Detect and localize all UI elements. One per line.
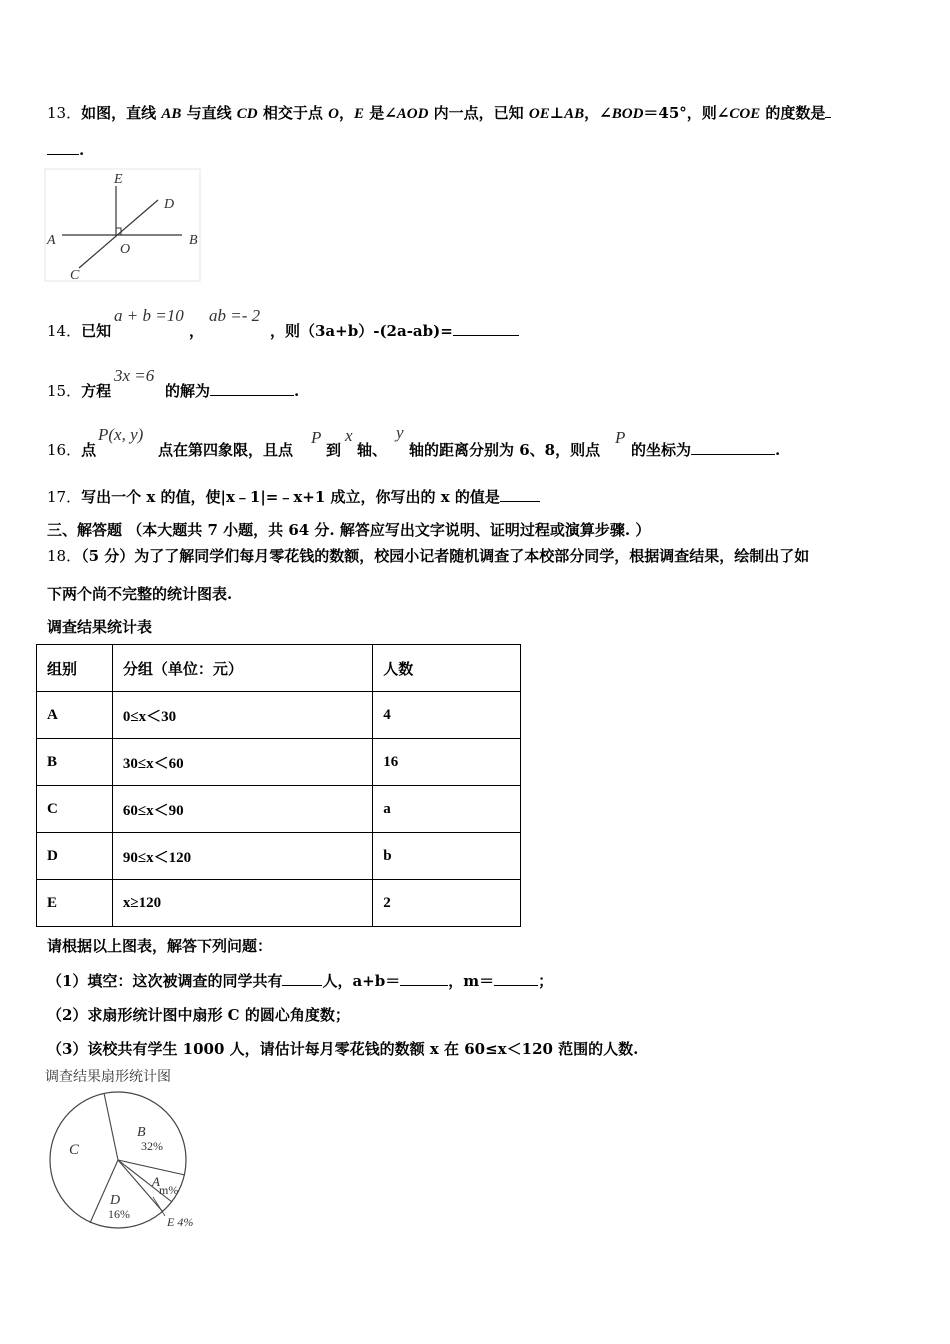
section-heading: 三、解答题 （本大题共 7 小题，共 64 分. 解答应写出文字说明、证明过程或演算步骤. ） bbox=[47, 521, 651, 539]
table-cell: 0≤x＜30 bbox=[112, 692, 372, 739]
survey-stats-table bbox=[36, 644, 521, 927]
table-cell: A bbox=[37, 692, 113, 739]
question-14-tail: ，则（3a+b）-(2a-ab)= bbox=[270, 320, 519, 341]
question-number: 13． bbox=[47, 104, 82, 122]
answer-blank bbox=[47, 140, 79, 155]
slice-border-c-b bbox=[104, 1093, 118, 1160]
formula-p: P bbox=[311, 428, 322, 447]
table-cell: 60≤x＜90 bbox=[112, 786, 372, 833]
chart-title: 调查结果扇形统计图 bbox=[45, 1069, 171, 1085]
comma: ， bbox=[189, 322, 205, 340]
table-cell: 90≤x＜120 bbox=[112, 833, 372, 880]
table-cell: b bbox=[373, 833, 521, 880]
sub-question-2: （2）求扇形统计图中扇形 C 的圆心角度数； bbox=[47, 1006, 350, 1024]
table-cell: B bbox=[37, 739, 113, 786]
table-cell: 16 bbox=[373, 739, 521, 786]
answer-blank bbox=[691, 440, 775, 455]
question-number: 17． bbox=[47, 488, 82, 506]
question-15-tail: 的解为 . bbox=[165, 382, 300, 400]
slice-label-a: A bbox=[152, 1174, 160, 1189]
slice-value-b: 32% bbox=[141, 1139, 163, 1153]
answer-blank bbox=[500, 487, 540, 502]
answer-blank bbox=[494, 971, 538, 986]
slice-label-b: B bbox=[137, 1125, 146, 1140]
answer-blank bbox=[210, 381, 294, 396]
table-caption: 调查结果统计表 bbox=[47, 618, 153, 636]
table-cell: 30≤x＜60 bbox=[112, 739, 372, 786]
answer-blank bbox=[282, 971, 322, 986]
sub-question-1: （1）填空：这次被调查的同学共有 人，a+b＝ ，m＝ ； bbox=[47, 972, 554, 990]
question-16: 16．点 bbox=[47, 441, 97, 459]
formula-x: x bbox=[345, 426, 353, 445]
answer-blank bbox=[825, 103, 831, 118]
table-row bbox=[37, 692, 521, 739]
question-18-cont: 下两个尚不完整的统计图表. bbox=[47, 585, 233, 603]
leader-line-e bbox=[153, 1197, 165, 1216]
header-cell: 组别 bbox=[37, 645, 113, 692]
question-15: 15．方程 bbox=[47, 382, 112, 400]
formula-y: y bbox=[396, 423, 404, 442]
slice-label-c: C bbox=[69, 1142, 80, 1158]
slice-value-a: m% bbox=[159, 1183, 179, 1197]
answer-blank bbox=[453, 321, 519, 336]
answer-blank bbox=[400, 971, 448, 986]
slice-value-d: 16% bbox=[108, 1207, 130, 1221]
question-number: 14． bbox=[47, 322, 82, 340]
label-a: A bbox=[47, 233, 56, 248]
header-cell: 人数 bbox=[373, 645, 521, 692]
sub-question-3: （3）该校共有学生 1000 人，请估计每月零花钱的数额 x 在 60≤x＜120 范围的人数. bbox=[47, 1040, 639, 1058]
slice-value-e: E 4% bbox=[167, 1215, 194, 1229]
question-14: 14．已知 bbox=[47, 322, 112, 340]
figure-lines-diagram bbox=[44, 168, 202, 283]
formula-a-plus-b: a + b =10 bbox=[114, 306, 184, 325]
table-cell: D bbox=[37, 833, 113, 880]
table-row bbox=[37, 880, 521, 927]
formula-ab: ab =- 2 bbox=[209, 306, 261, 325]
table-cell: E bbox=[37, 880, 113, 927]
formula-p2: P bbox=[615, 428, 626, 447]
question-prompt: 请根据以上图表，解答下列问题： bbox=[47, 937, 273, 955]
question-16-tail: 的坐标为 . bbox=[631, 441, 781, 459]
formula-point-p: P(x, y) bbox=[98, 425, 144, 444]
label-c: C bbox=[70, 268, 80, 283]
label-d: D bbox=[164, 197, 175, 212]
formula-equation: 3x =6 bbox=[114, 366, 155, 385]
label-b: B bbox=[189, 233, 198, 248]
header-cell: 分组（单位：元） bbox=[112, 645, 372, 692]
slice-label-d: D bbox=[110, 1193, 121, 1208]
pie-chart bbox=[40, 1088, 220, 1236]
table-cell: 4 bbox=[373, 692, 521, 739]
label-e: E bbox=[114, 172, 123, 187]
question-18: 18．（5 分）为了了解同学们每月零花钱的数额，校园小记者随机调查了本校部分同学，根据调查结果，绘制出了如 bbox=[47, 547, 810, 565]
table-row bbox=[37, 739, 521, 786]
question-number: 16． bbox=[47, 441, 82, 459]
question-number: 18． bbox=[47, 547, 82, 565]
table-cell: 2 bbox=[373, 880, 521, 927]
question-13: 13．如图，直线 AB 与直线 CD 相交于点 O，E 是∠AOD 内一点，已知 OE⊥AB，∠BOD＝45°，则∠COE 的度数是 bbox=[47, 102, 831, 123]
question-13-cont: . bbox=[47, 140, 84, 159]
question-number: 15． bbox=[47, 382, 82, 400]
label-o: O bbox=[120, 242, 131, 257]
table-row bbox=[37, 833, 521, 880]
table-cell: x≥120 bbox=[112, 880, 372, 927]
table-cell: a bbox=[373, 786, 521, 833]
table-header-row bbox=[37, 645, 521, 692]
table-cell: C bbox=[37, 786, 113, 833]
line-cd bbox=[79, 200, 158, 268]
question-17: 17．写出一个 x 的值，使|x﹣1|=﹣x+1 成立，你写出的 x 的值是 bbox=[47, 486, 540, 507]
table-row bbox=[37, 786, 521, 833]
